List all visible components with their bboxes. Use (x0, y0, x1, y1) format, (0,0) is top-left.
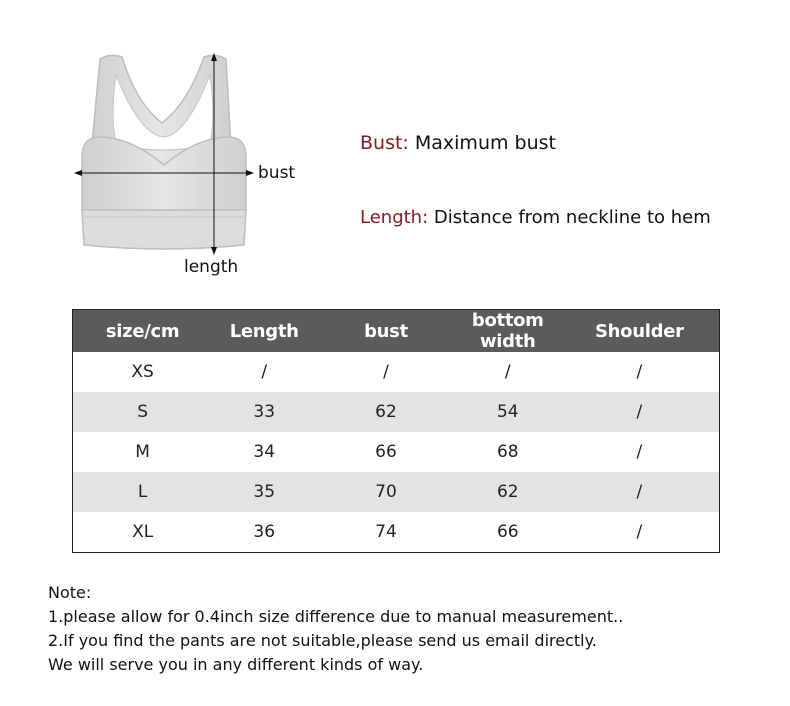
length-definition (360, 207, 711, 228)
cell-length: 33 (212, 392, 316, 432)
cell-bottom-width: 54 (456, 392, 560, 432)
cell-size: M (73, 432, 213, 472)
cell-size: XL (73, 512, 213, 553)
header-bust: bust (316, 310, 456, 353)
cell-bust: 74 (316, 512, 456, 553)
table-row (73, 472, 720, 512)
header-shoulder: Shoulder (560, 310, 720, 353)
bust-dimension-label: bust (258, 163, 296, 183)
note-line: 2.If you find the pants are not suitable,please send us email directly. (48, 631, 597, 650)
table-row (73, 432, 720, 472)
size-chart-table (72, 309, 720, 553)
cell-bottom-width: 68 (456, 432, 560, 472)
note-line: We will serve you in any different kinds of way. (48, 655, 424, 674)
cell-bust: 70 (316, 472, 456, 512)
cell-bottom-width: 66 (456, 512, 560, 553)
notes-section (48, 581, 623, 677)
cell-length: / (212, 352, 316, 392)
bust-definition (360, 132, 556, 154)
cell-length: 35 (212, 472, 316, 512)
length-term: Length: (360, 207, 429, 228)
notes-heading: Note: (48, 583, 92, 602)
length-dimension-label: length (184, 257, 239, 277)
table-row (73, 352, 720, 392)
cell-shoulder: / (560, 392, 720, 432)
bust-term: Bust: (360, 132, 409, 154)
cell-bottom-width: / (456, 352, 560, 392)
cell-bust: / (316, 352, 456, 392)
bust-description: Maximum bust (414, 132, 556, 154)
length-description: Distance from neckline to hem (433, 207, 711, 228)
cell-length: 34 (212, 432, 316, 472)
cell-shoulder: / (560, 352, 720, 392)
cell-size: S (73, 392, 213, 432)
note-line: 1.please allow for 0.4inch size difference due to manual measurement.. (48, 607, 624, 626)
header-size: size/cm (73, 310, 213, 353)
table-header-row (73, 310, 720, 353)
cell-shoulder: / (560, 512, 720, 553)
header-length: Length (212, 310, 316, 353)
header-bottom-width: bottom width (456, 310, 560, 353)
cell-length: 36 (212, 512, 316, 553)
cell-size: XS (73, 352, 213, 392)
cell-shoulder: / (560, 472, 720, 512)
cell-size: L (73, 472, 213, 512)
cell-shoulder: / (560, 432, 720, 472)
cell-bust: 66 (316, 432, 456, 472)
table-row (73, 512, 720, 553)
cell-bottom-width: 62 (456, 472, 560, 512)
table-row (73, 392, 720, 432)
cell-bust: 62 (316, 392, 456, 432)
